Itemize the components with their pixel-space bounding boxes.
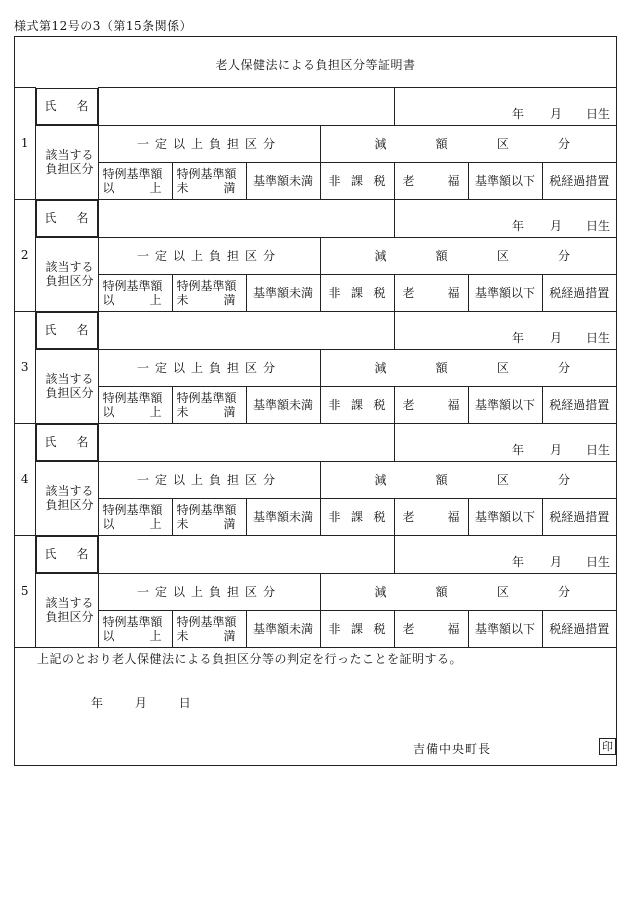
option-tax-exempt[interactable] xyxy=(320,274,394,311)
entry-options-row xyxy=(15,610,616,647)
entry-number: 1 xyxy=(15,88,35,200)
entry-name-row xyxy=(15,311,616,349)
option-text: 非 xyxy=(328,173,341,188)
option-text: 特例基準額 xyxy=(176,614,237,629)
option-tax-exempt[interactable] xyxy=(320,162,394,199)
date-month: 月 xyxy=(134,696,147,710)
option-text: 福 xyxy=(447,509,460,524)
entry-name-row xyxy=(15,88,616,126)
entry-category-row xyxy=(15,461,616,498)
option-elderly-welfare[interactable] xyxy=(394,274,468,311)
reduction-char: 額 xyxy=(435,248,448,263)
birth-day: 日生 xyxy=(586,442,611,457)
reduction-char: 区 xyxy=(496,136,509,151)
category-label-line: 該当する xyxy=(45,596,94,610)
entry-number: 3 xyxy=(15,311,35,423)
option-text: 未 xyxy=(176,180,189,195)
option-text: 課 xyxy=(350,621,363,636)
entry-category-row xyxy=(15,573,616,610)
option-elderly-welfare[interactable] xyxy=(394,162,468,199)
reduction-char: 分 xyxy=(557,136,570,151)
fixed-burden-header: 一定以上負担区分 xyxy=(98,237,320,274)
name-label-char: 氏 xyxy=(44,323,57,337)
reduction-char: 分 xyxy=(557,584,570,599)
name-label-char: 氏 xyxy=(44,547,57,561)
issuing-official: 吉備中央町長 xyxy=(413,742,492,756)
reduction-char: 額 xyxy=(435,472,448,487)
option-text: 以 xyxy=(102,292,115,307)
option-text: 税 xyxy=(373,285,386,300)
reduction-header xyxy=(320,237,616,274)
option-text: 特例基準額 xyxy=(102,278,163,293)
birthdate-field[interactable] xyxy=(394,311,616,349)
birth-month: 月 xyxy=(549,442,562,457)
option-text: 上 xyxy=(149,404,162,419)
name-label xyxy=(36,200,98,237)
name-field[interactable] xyxy=(98,535,394,573)
reduction-char: 分 xyxy=(557,248,570,263)
option-text: 福 xyxy=(447,285,460,300)
option-text: 上 xyxy=(149,180,162,195)
option-tax-exempt[interactable] xyxy=(320,610,394,647)
entry-options-row xyxy=(15,498,616,535)
option-tax-transition[interactable]: 税経過措置 xyxy=(542,274,616,311)
birthdate-field[interactable] xyxy=(394,535,616,573)
option-text: 老 xyxy=(402,509,415,524)
option-special-above[interactable] xyxy=(98,498,172,535)
name-label-char: 氏 xyxy=(44,211,57,225)
reduction-char: 区 xyxy=(496,472,509,487)
name-label-char: 名 xyxy=(76,323,89,337)
option-text: 課 xyxy=(350,173,363,188)
option-text: 満 xyxy=(223,292,236,307)
birth-month: 月 xyxy=(549,106,562,121)
option-tax-transition[interactable]: 税経過措置 xyxy=(542,162,616,199)
category-label xyxy=(35,237,98,311)
option-elderly-welfare[interactable] xyxy=(394,386,468,423)
entry-number: 5 xyxy=(15,535,35,647)
option-special-above[interactable] xyxy=(98,386,172,423)
entry-category-row xyxy=(15,237,616,274)
form-number: 様式第12号の3（第15条関係） xyxy=(14,19,193,33)
option-text: 満 xyxy=(223,180,236,195)
category-label xyxy=(35,573,98,647)
name-label-char: 名 xyxy=(76,99,89,113)
category-label-line: 該当する xyxy=(45,260,94,274)
option-text: 課 xyxy=(350,285,363,300)
option-text: 満 xyxy=(223,516,236,531)
option-text: 特例基準額 xyxy=(102,614,163,629)
category-label-line: 負担区分 xyxy=(45,610,94,624)
entry-options-row xyxy=(15,162,616,199)
reduction-char: 分 xyxy=(557,360,570,375)
category-label-line: 該当する xyxy=(45,372,94,386)
entry-number: 4 xyxy=(15,423,35,535)
option-text: 非 xyxy=(328,285,341,300)
option-text: 上 xyxy=(149,516,162,531)
date-year: 年 xyxy=(91,696,104,710)
option-text: 上 xyxy=(149,628,162,643)
fixed-burden-header: 一定以上負担区分 xyxy=(98,125,320,162)
option-text: 老 xyxy=(402,173,415,188)
birthdate-field[interactable] xyxy=(394,423,616,461)
option-special-below[interactable] xyxy=(172,386,246,423)
birth-month: 月 xyxy=(549,330,562,345)
option-text: 税 xyxy=(373,397,386,412)
option-below-standard[interactable]: 基準額未満 xyxy=(246,162,320,199)
entries-table xyxy=(15,87,616,648)
reduction-char: 区 xyxy=(496,248,509,263)
name-label-char: 氏 xyxy=(44,99,57,113)
category-label xyxy=(35,461,98,535)
option-text: 未 xyxy=(176,516,189,531)
option-text: 特例基準額 xyxy=(102,390,163,405)
birthdate-field[interactable] xyxy=(394,88,616,126)
reduction-char: 減 xyxy=(374,360,387,375)
option-text: 福 xyxy=(447,621,460,636)
name-label xyxy=(36,88,98,125)
option-at-or-below-standard[interactable]: 基準額以下 xyxy=(468,498,542,535)
category-label xyxy=(35,349,98,423)
reduction-char: 減 xyxy=(374,472,387,487)
option-text: 満 xyxy=(223,628,236,643)
option-text: 特例基準額 xyxy=(176,166,237,181)
birth-year: 年 xyxy=(511,442,524,457)
category-label-line: 該当する xyxy=(45,148,94,162)
option-special-above[interactable] xyxy=(98,610,172,647)
category-label-line: 該当する xyxy=(45,484,94,498)
name-field[interactable] xyxy=(98,88,394,126)
reduction-header xyxy=(320,349,616,386)
option-below-standard[interactable]: 基準額未満 xyxy=(246,498,320,535)
option-text: 特例基準額 xyxy=(176,502,237,517)
certificate-frame xyxy=(14,36,617,766)
option-text: 以 xyxy=(102,404,115,419)
entry-name-row xyxy=(15,423,616,461)
name-label xyxy=(36,536,98,573)
birth-year: 年 xyxy=(511,554,524,569)
certification-statement: 上記のとおり老人保健法による負担区分等の判定を行ったことを証明する。 xyxy=(37,652,463,666)
name-label xyxy=(36,424,98,461)
option-text: 以 xyxy=(102,180,115,195)
fixed-burden-header: 一定以上負担区分 xyxy=(98,573,320,610)
option-text: 非 xyxy=(328,621,341,636)
entry-name-row xyxy=(15,199,616,237)
birth-day: 日生 xyxy=(586,554,611,569)
reduction-char: 額 xyxy=(435,584,448,599)
seal-mark: 印 xyxy=(599,738,616,755)
option-elderly-welfare[interactable] xyxy=(394,610,468,647)
category-label-line: 負担区分 xyxy=(45,162,94,176)
option-text: 特例基準額 xyxy=(176,390,237,405)
entry-category-row xyxy=(15,349,616,386)
reduction-char: 減 xyxy=(374,248,387,263)
option-elderly-welfare[interactable] xyxy=(394,498,468,535)
name-label-char: 名 xyxy=(76,435,89,449)
birth-day: 日生 xyxy=(586,106,611,121)
option-at-or-below-standard[interactable]: 基準額以下 xyxy=(468,610,542,647)
option-text: 福 xyxy=(447,173,460,188)
birth-year: 年 xyxy=(511,218,524,233)
option-text: 税 xyxy=(373,621,386,636)
reduction-header xyxy=(320,125,616,162)
date-day: 日 xyxy=(178,696,191,710)
name-field[interactable] xyxy=(98,311,394,349)
entry-category-row xyxy=(15,125,616,162)
birth-year: 年 xyxy=(511,106,524,121)
option-tax-exempt[interactable] xyxy=(320,498,394,535)
name-label-char: 名 xyxy=(76,547,89,561)
option-text: 特例基準額 xyxy=(176,278,237,293)
birth-month: 月 xyxy=(549,218,562,233)
option-special-above[interactable] xyxy=(98,162,172,199)
option-special-above[interactable] xyxy=(98,274,172,311)
reduction-char: 区 xyxy=(496,360,509,375)
option-text: 未 xyxy=(176,404,189,419)
reduction-char: 額 xyxy=(435,136,448,151)
option-at-or-below-standard[interactable]: 基準額以下 xyxy=(468,274,542,311)
option-text: 以 xyxy=(102,628,115,643)
reduction-char: 分 xyxy=(557,472,570,487)
option-below-standard[interactable]: 基準額未満 xyxy=(246,386,320,423)
name-field[interactable] xyxy=(98,199,394,237)
option-text: 非 xyxy=(328,397,341,412)
reduction-char: 額 xyxy=(435,360,448,375)
option-text: 上 xyxy=(149,292,162,307)
option-text: 税 xyxy=(373,173,386,188)
reduction-header xyxy=(320,461,616,498)
option-text: 特例基準額 xyxy=(102,166,163,181)
option-text: 福 xyxy=(447,397,460,412)
category-label xyxy=(35,125,98,199)
option-special-below[interactable] xyxy=(172,274,246,311)
category-label-line: 負担区分 xyxy=(45,274,94,288)
entry-options-row xyxy=(15,274,616,311)
option-text: 非 xyxy=(328,509,341,524)
document-title: 老人保健法による負担区分等証明書 xyxy=(215,58,416,72)
option-text: 老 xyxy=(402,621,415,636)
category-label-line: 負担区分 xyxy=(45,498,94,512)
option-text: 未 xyxy=(176,292,189,307)
option-special-below[interactable] xyxy=(172,498,246,535)
entry-options-row xyxy=(15,386,616,423)
option-text: 未 xyxy=(176,628,189,643)
birth-year: 年 xyxy=(511,330,524,345)
issue-date xyxy=(91,694,201,711)
option-text: 税 xyxy=(373,509,386,524)
option-text: 以 xyxy=(102,516,115,531)
category-label-line: 負担区分 xyxy=(45,386,94,400)
option-tax-transition[interactable]: 税経過措置 xyxy=(542,386,616,423)
option-below-standard[interactable]: 基準額未満 xyxy=(246,610,320,647)
option-tax-exempt[interactable] xyxy=(320,386,394,423)
name-field[interactable] xyxy=(98,423,394,461)
option-at-or-below-standard[interactable]: 基準額以下 xyxy=(468,162,542,199)
birth-month: 月 xyxy=(549,554,562,569)
reduction-char: 区 xyxy=(496,584,509,599)
birth-day: 日生 xyxy=(586,218,611,233)
reduction-char: 減 xyxy=(374,584,387,599)
option-text: 満 xyxy=(223,404,236,419)
option-text: 特例基準額 xyxy=(102,502,163,517)
option-special-below[interactable] xyxy=(172,610,246,647)
option-tax-transition[interactable]: 税経過措置 xyxy=(542,498,616,535)
name-label-char: 名 xyxy=(76,211,89,225)
option-at-or-below-standard[interactable]: 基準額以下 xyxy=(468,386,542,423)
option-text: 課 xyxy=(350,509,363,524)
option-below-standard[interactable]: 基準額未満 xyxy=(246,274,320,311)
fixed-burden-header: 一定以上負担区分 xyxy=(98,349,320,386)
birthdate-field[interactable] xyxy=(394,199,616,237)
name-label-char: 氏 xyxy=(44,435,57,449)
entry-name-row xyxy=(15,535,616,573)
reduction-header xyxy=(320,573,616,610)
option-tax-transition[interactable]: 税経過措置 xyxy=(542,610,616,647)
fixed-burden-header: 一定以上負担区分 xyxy=(98,461,320,498)
reduction-char: 減 xyxy=(374,136,387,151)
name-label xyxy=(36,312,98,349)
option-special-below[interactable] xyxy=(172,162,246,199)
option-text: 老 xyxy=(402,285,415,300)
option-text: 老 xyxy=(402,397,415,412)
entry-number: 2 xyxy=(15,199,35,311)
birth-day: 日生 xyxy=(586,330,611,345)
option-text: 課 xyxy=(350,397,363,412)
